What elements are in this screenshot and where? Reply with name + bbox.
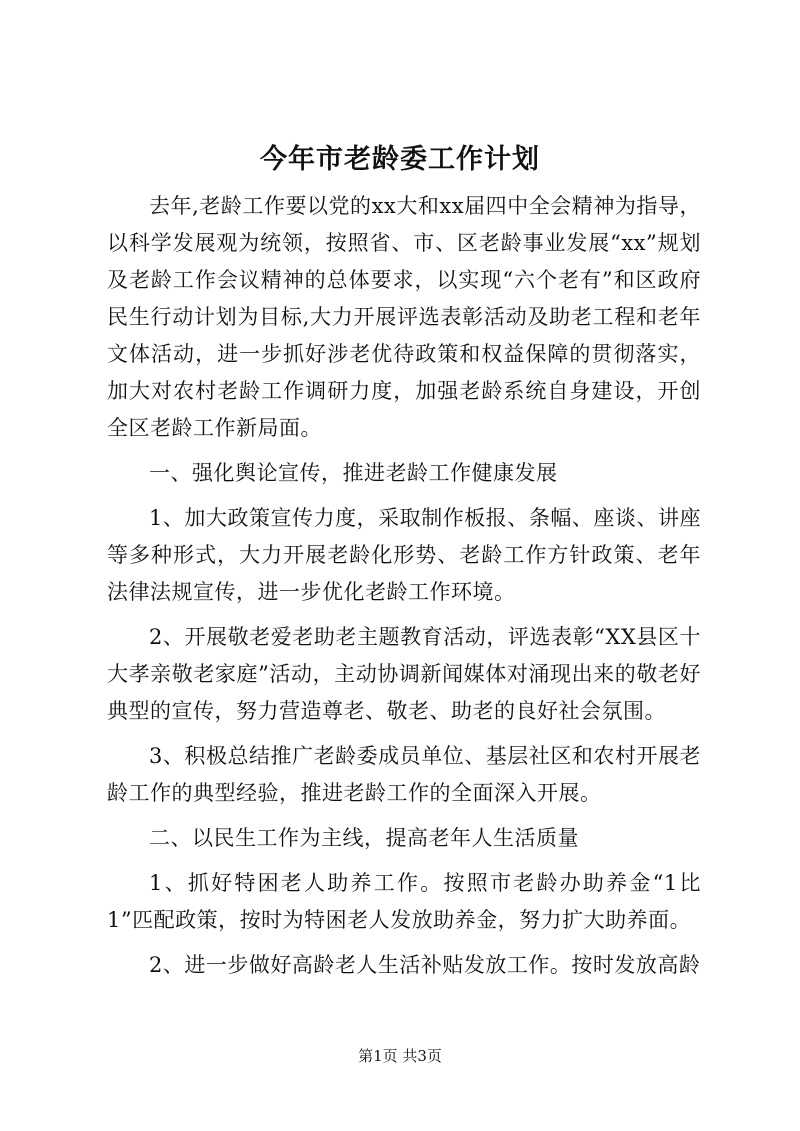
section-heading-1: 一、强化舆论宣传，推进老龄工作健康发展 — [149, 461, 558, 485]
paragraph-1-3: 3、积极总结推广老龄委成员单位、基层社区和农村开展老龄工作的典型经验，推进老龄工作的全面深入开展。 — [107, 744, 701, 805]
document-body — [107, 188, 701, 992]
paragraph-1-2: 2、开展敬老爱老助老主题教育活动，评选表彰“XX县区十大孝亲敬老家庭”活动，主动协调新闻媒体对涌现出来的敬老好典型的宣传，努力营造尊老、敬老、助老的良好社会氛围。 — [107, 625, 701, 723]
paragraph-2-2: 2、进一步做好高龄老人生活补贴发放工作。按时发放高龄 — [149, 953, 701, 977]
intro-paragraph: 去年,老龄工作要以党的xx大和xx届四中全会精神为指导，以科学发展观为统领，按照省、市、区老龄事业发展“xx”规划及老龄工作会议精神的总体要求，以实现“六个老有”和区政府民生行动计划为目标,大力开展评选表彰活动及助老工程和老年文体活动，进一步抓好涉老优待政策和权益保障的贯彻落实，加大对农村老龄工作调研力度，加强老龄系统自身建设，开创全区老龄工作新局面。 — [107, 194, 701, 440]
document-title: 今年市老龄委工作计划 — [260, 144, 540, 175]
section-heading-2: 二、以民生工作为主线，提高老年人生活质量 — [149, 826, 579, 850]
paragraph-1-1: 1、加大政策宣传力度，采取制作板报、条幅、座谈、讲座等多种形式，大力开展老龄化形势、老龄工作方针政策、老年法律法规宣传，进一步优化老龄工作环境。 — [107, 506, 701, 604]
paragraph-2-1: 1、抓好特困老人助养工作。按照市老龄办助养金“1比1”匹配政策，按时为特困老人发放助养金，努力扩大助养面。 — [107, 871, 701, 932]
page-footer: 第1页 共3页 — [358, 1047, 442, 1065]
